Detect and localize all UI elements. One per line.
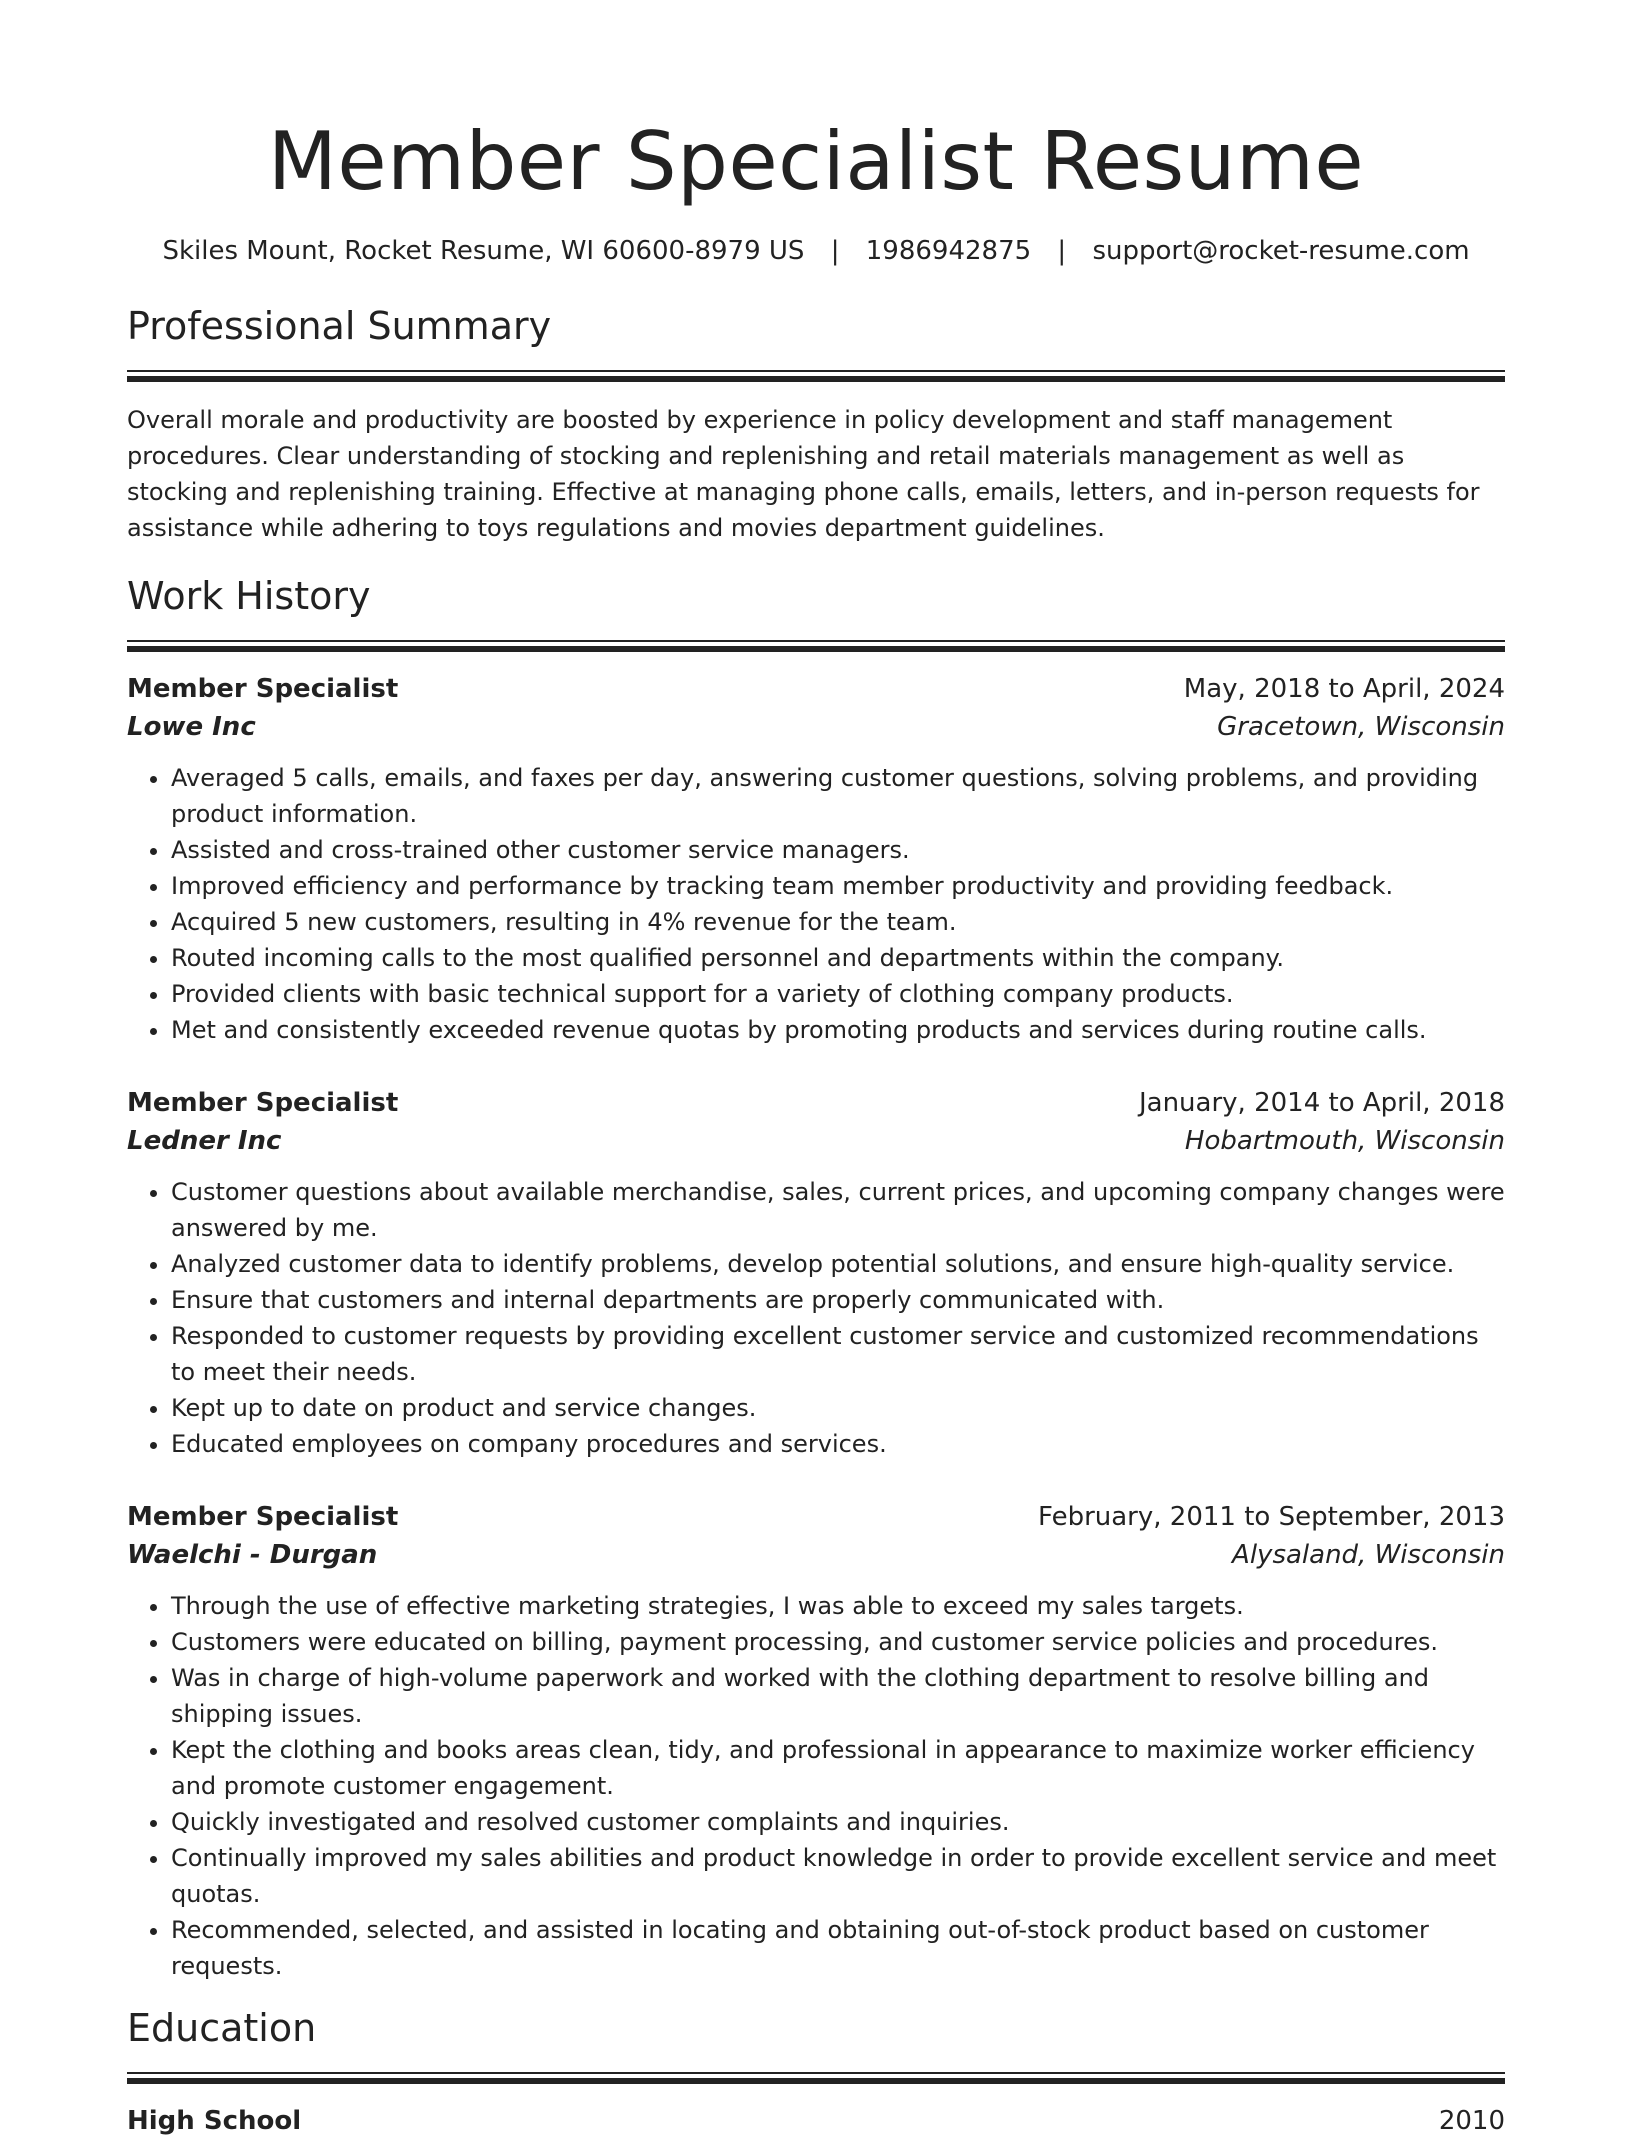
job-bullets: [127, 1174, 1505, 1462]
education-entry: [127, 2102, 1505, 2140]
job-title: Member Specialist: [127, 674, 399, 704]
summary-text: Overall morale and productivity are boosted by experience in policy development and staff management procedures. Clear understanding of stocking and replenishing and retail materials management as well as stocking and replenishing training. Effective at managing phone calls, emails, letters, and in-person requests for assistance while adhering to toys regulations and movies department guidelines.: [127, 406, 1480, 542]
resume-title: Member Specialist Resume: [267, 115, 1365, 208]
contact-separator: |: [1057, 236, 1067, 266]
job-bullet: • Educated employees on company procedures and services.: [171, 1426, 1505, 1462]
section-heading: Professional Summary: [127, 304, 552, 348]
job-subheader: [127, 708, 1505, 746]
job-bullet: • Recommended, selected, and assisted in locating and obtaining out-of-stock product based on customer requests.: [171, 1912, 1505, 1984]
job-dates: May, 2018 to April, 2024: [1183, 674, 1505, 704]
section-heading: Work History: [127, 574, 371, 618]
job-bullet: • Averaged 5 calls, emails, and faxes per day, answering customer questions, solving problems, and providing product information.: [171, 760, 1505, 832]
job-bullet: • Kept the clothing and books areas clean, tidy, and professional in appearance to maximize worker efficiency and promote customer engagement.: [171, 1732, 1505, 1804]
section-heading: Education: [127, 2006, 317, 2050]
section-divider: [127, 370, 1505, 382]
job-location: Hobartmouth, Wisconsin: [1184, 1126, 1505, 1156]
job-bullet: • Kept up to date on product and service changes.: [171, 1390, 1505, 1426]
job-company: Waelchi - Durgan: [127, 1540, 378, 1570]
job-bullet: • Routed incoming calls to the most qualified personnel and departments within the company.: [171, 940, 1505, 976]
job-title: Member Specialist: [127, 1502, 399, 1532]
job-bullet: • Improved efficiency and performance by tracking team member productivity and providing feedback.: [171, 868, 1505, 904]
job-bullet: • Through the use of effective marketing strategies, I was able to exceed my sales targets.: [171, 1588, 1505, 1624]
job-bullet: • Customer questions about available merchandise, sales, current prices, and upcoming company changes were answered by me.: [171, 1174, 1505, 1246]
section-divider: [127, 2072, 1505, 2084]
education-header: [127, 2102, 1505, 2140]
job-bullet: • Was in charge of high-volume paperwork and worked with the clothing department to resolve billing and shipping issues.: [171, 1660, 1505, 1732]
job-dates: February, 2011 to September, 2013: [1038, 1502, 1505, 1532]
job-entry: [127, 1084, 1505, 1462]
job-company: Ledner Inc: [127, 1126, 282, 1156]
contact-address: Skiles Mount, Rocket Resume, WI 60600-8979 US: [162, 236, 805, 266]
job-header: [127, 1084, 1505, 1122]
job-dates: January, 2014 to April, 2018: [1138, 1088, 1505, 1118]
education-degree: High School: [127, 2106, 302, 2136]
work-history-section: [127, 574, 1505, 1984]
contact-line: [127, 236, 1505, 266]
section-divider: [127, 640, 1505, 652]
contact-email: support@rocket-resume.com: [1092, 236, 1470, 266]
contact-phone: 1986942875: [865, 236, 1032, 266]
job-bullet: • Acquired 5 new customers, resulting in 4% revenue for the team.: [171, 904, 1505, 940]
job-subheader: [127, 1536, 1505, 1574]
education-year: 2010: [1438, 2106, 1505, 2136]
job-bullet: • Quickly investigated and resolved customer complaints and inquiries.: [171, 1804, 1505, 1840]
job-entry: [127, 1498, 1505, 1984]
job-bullet: • Ensure that customers and internal departments are properly communicated with.: [171, 1282, 1505, 1318]
job-subheader: [127, 1122, 1505, 1160]
job-bullets: [127, 760, 1505, 1048]
job-header: [127, 1498, 1505, 1536]
job-location: Gracetown, Wisconsin: [1217, 712, 1505, 742]
job-header: [127, 670, 1505, 708]
job-bullet: • Continually improved my sales abilities and product knowledge in order to provide excellent service and meet quotas.: [171, 1840, 1505, 1912]
contact-separator: |: [830, 236, 840, 266]
job-company: Lowe Inc: [127, 712, 256, 742]
job-bullet: • Analyzed customer data to identify problems, develop potential solutions, and ensure high-quality service.: [171, 1246, 1505, 1282]
job-bullet: • Customers were educated on billing, payment processing, and customer service policies and procedures.: [171, 1624, 1505, 1660]
job-bullet: • Assisted and cross-trained other customer service managers.: [171, 832, 1505, 868]
job-bullet: • Met and consistently exceeded revenue quotas by promoting products and services during routine calls.: [171, 1012, 1505, 1048]
job-title: Member Specialist: [127, 1088, 399, 1118]
job-bullets: [127, 1588, 1505, 1984]
job-bullet: • Responded to customer requests by providing excellent customer service and customized recommendations to meet their needs.: [171, 1318, 1505, 1390]
education-section: [127, 2006, 1505, 2140]
summary-section: [127, 304, 1505, 546]
job-bullet: • Provided clients with basic technical support for a variety of clothing company products.: [171, 976, 1505, 1012]
job-entry: [127, 670, 1505, 1048]
job-location: Alysaland, Wisconsin: [1232, 1540, 1505, 1570]
